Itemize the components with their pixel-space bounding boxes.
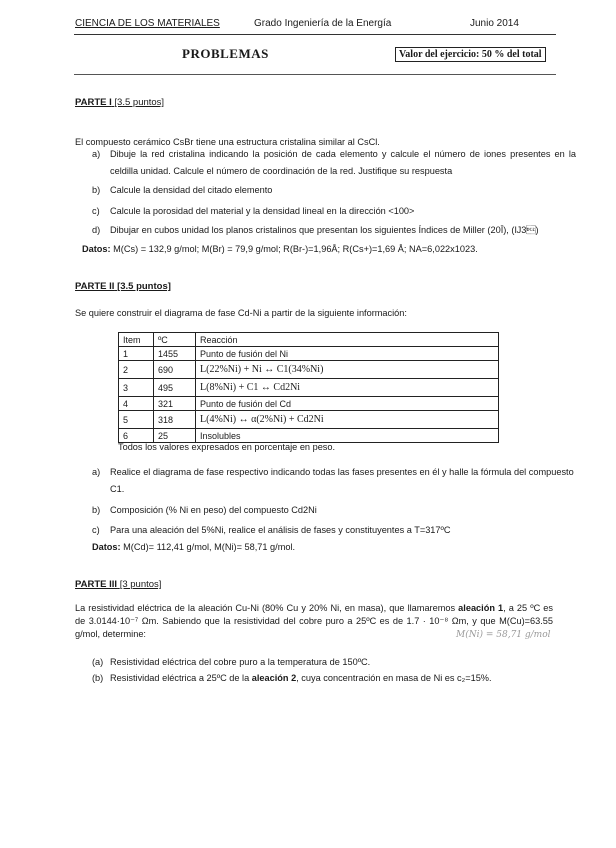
table-note: Todos los valores expresados en porcentaje en peso. xyxy=(118,442,336,452)
table-row xyxy=(119,347,499,361)
part1-intro: El compuesto cerámico CsBr tiene una estructura cristalina similar al CsCl. xyxy=(75,137,380,147)
cell-temp: 690 xyxy=(154,361,196,379)
intro-part-c: , a 25 ºC es de 3.0144·10⁻⁷ Ωm. Sabiendo que la resistividad del cobre puro a 25ºC es de 1.7 · 10⁻⁸ Ωm, y que M(Cu)=63.55 g/mol, determine: xyxy=(75,603,553,639)
table-header-row xyxy=(119,333,499,347)
item-label: c) xyxy=(92,525,100,535)
header-item: Item xyxy=(119,333,154,347)
item-label: c) xyxy=(92,206,100,216)
cell-reaction: Insolubles xyxy=(196,429,499,443)
cell-temp: 1455 xyxy=(154,347,196,361)
part3-points: [3 puntos] xyxy=(119,579,162,590)
cell-reaction: Punto de fusión del Ni xyxy=(196,347,499,361)
header-reaction: Reacción xyxy=(196,333,499,347)
cell-reaction: L(22%Ni) + Ni ↔ C1(34%Ni) xyxy=(196,361,499,379)
part1-item-c xyxy=(92,203,576,220)
item-text: Resistividad eléctrica del cobre puro a la temperatura de 150ºC. xyxy=(110,657,371,667)
cell-item: 4 xyxy=(119,397,154,411)
data-label: Datos: xyxy=(82,244,111,254)
item-label: a) xyxy=(92,467,101,477)
cell-item: 2 xyxy=(119,361,154,379)
item-text: Calcule la porosidad del material y la densidad lineal en la dirección <100> xyxy=(110,206,415,216)
intro-part-a: La resistividad eléctrica de la aleación Cu-Ni (80% Cu y 20% Ni, en masa), que llamaremos xyxy=(75,603,459,613)
header-rule xyxy=(74,34,556,35)
cell-temp: 495 xyxy=(154,379,196,397)
part2-item-b xyxy=(92,502,576,519)
item-text xyxy=(92,670,576,687)
item-text-a: Resistividad eléctrica a 25ºC de la xyxy=(110,673,252,683)
part2-heading xyxy=(75,281,171,292)
part2-data-line xyxy=(92,542,295,552)
item-text: Calcule la densidad del citado elemento xyxy=(110,185,273,195)
data-values: M(Cd)= 112,41 g/mol, M(Ni)= 58,71 g/mol. xyxy=(123,542,296,552)
part1-item-b xyxy=(92,182,576,199)
table-row xyxy=(119,379,499,397)
cell-temp: 321 xyxy=(154,397,196,411)
course-name: CIENCIA DE LOS MATERIALES xyxy=(75,18,220,29)
part1-item-d xyxy=(92,222,576,239)
item-label: b) xyxy=(92,185,101,195)
table-row xyxy=(119,361,499,379)
item-label: b) xyxy=(92,505,101,515)
cell-temp: 25 xyxy=(154,429,196,443)
phase-data-table xyxy=(118,332,499,443)
item-text: Composición (% Ni en peso) del compuesto Cd2Ni xyxy=(110,505,317,515)
degree-name: Grado Ingeniería de la Energía xyxy=(254,18,392,29)
cell-item: 6 xyxy=(119,429,154,443)
cell-temp: 318 xyxy=(154,411,196,429)
part2-points: [3.5 puntos] xyxy=(117,281,171,292)
item-label: d) xyxy=(92,225,101,235)
part1-points: [3.5 puntos] xyxy=(114,97,165,108)
part3-item-b xyxy=(92,670,576,687)
item-text: Para una aleación del 5%Ni, realice el análisis de fases y constituyentes a T=317ºC xyxy=(110,525,451,535)
data-values: M(Cs) = 132,9 g/mol; M(Br) = 79,9 g/mol; R(Br-)=1,96Å; R(Cs+)=1,69 Å; NA=6,022x1023. xyxy=(113,244,478,254)
item-label: a) xyxy=(92,149,101,159)
part3-heading xyxy=(75,579,161,590)
value-note: Valor del ejercicio: 50 % del total xyxy=(395,47,546,62)
data-label: Datos: xyxy=(92,542,121,552)
part2-item-c xyxy=(92,522,576,539)
handwritten-note: M(Ni) = 58,71 g/mol xyxy=(456,630,551,640)
item-text: Realice el diagrama de fase respectivo indicando todas las fases presentes en él y halle la fórmula del compuesto C1. xyxy=(110,467,574,494)
item-text-c: , cuya concentración en masa de Ni es c₂=15%. xyxy=(296,673,492,683)
part2-title: PARTE II xyxy=(75,281,115,292)
cell-reaction: Punto de fusión del Cd xyxy=(196,397,499,411)
exam-date: Junio 2014 xyxy=(470,18,519,29)
part1-heading xyxy=(75,97,164,108)
cell-item: 5 xyxy=(119,411,154,429)
cell-reaction: L(8%Ni) + C1 ↔ Cd2Ni xyxy=(196,379,499,397)
part3-title: PARTE III xyxy=(75,579,118,590)
part1-item-a xyxy=(92,146,576,180)
part2-item-a xyxy=(92,464,576,498)
cell-item: 1 xyxy=(119,347,154,361)
part3-item-a xyxy=(92,654,576,671)
header-temp: ºC xyxy=(154,333,196,347)
part1-data-line xyxy=(82,244,478,254)
part1-title: PARTE I xyxy=(75,97,112,108)
item-label: (a) xyxy=(92,657,104,667)
cell-reaction: L(4%Ni) ↔ α(2%Ni) + Cd2Ni xyxy=(196,411,499,429)
page-title: PROBLEMAS xyxy=(182,46,269,61)
item-text: Dibujar en cubos unidad los planos cristalinos que presentan los siguientes Índices de Miller (20Ī), (Ĳ3) xyxy=(110,225,539,235)
item-text: Dibuje la red cristalina indicando la posición de cada elemento y calcule el número de iones presentes en la celdilla unidad. Calcule el número de coordinación de la red. Justifique su respuesta xyxy=(110,149,576,176)
cell-item: 3 xyxy=(119,379,154,397)
alloy2-term: aleación 2 xyxy=(251,673,297,683)
table-row xyxy=(119,429,499,443)
title-rule xyxy=(74,74,556,75)
part2-intro: Se quiere construir el diagrama de fase Cd-Ni a partir de la siguiente información: xyxy=(75,308,407,318)
alloy1-term: aleación 1 xyxy=(458,603,504,613)
table-row xyxy=(119,397,499,411)
table-row xyxy=(119,411,499,429)
item-label: (b) xyxy=(92,673,104,683)
